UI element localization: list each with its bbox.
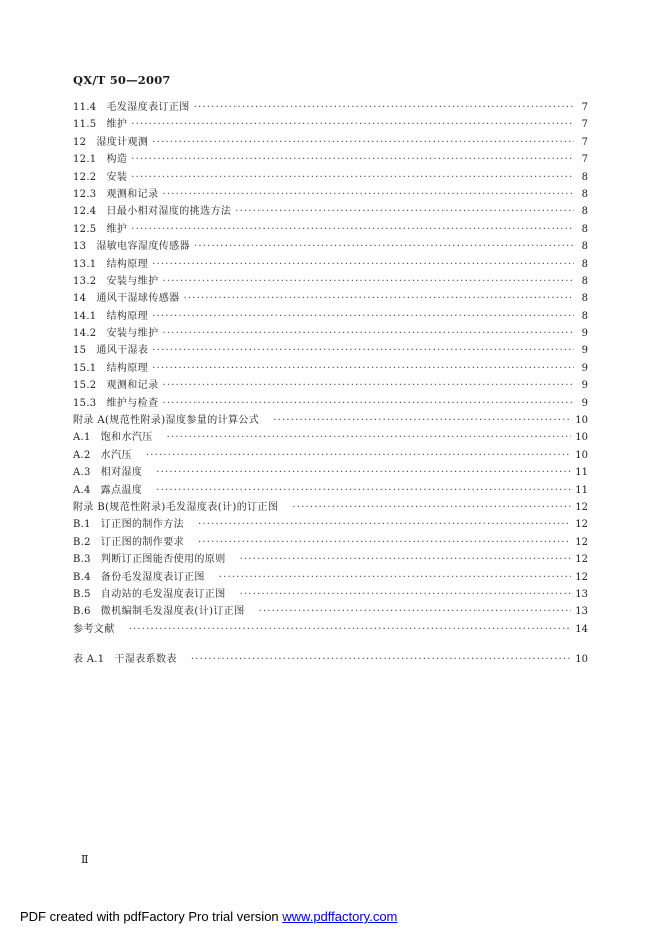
toc-leader-dots: [219, 569, 571, 586]
toc-leader-dots: [152, 256, 574, 273]
toc-entry-page: 12: [575, 536, 588, 548]
toc-leader-dots: [235, 203, 574, 220]
toc-entry-title: 露点温度: [100, 484, 143, 496]
toc-entry-title: 湿度计观测: [96, 136, 149, 148]
toc-entry-number: 12.5: [73, 223, 97, 235]
toc-entry-title: 毛发湿度表订正图: [106, 102, 190, 113]
toc-entry[interactable]: [73, 551, 588, 568]
toc-leader-dots: [198, 516, 571, 533]
toc-leader-dots: [131, 116, 574, 133]
toc-entry-title: 观测和记录: [106, 188, 159, 200]
toc-entry-number: 12.3: [73, 188, 97, 200]
toc-entry[interactable]: [73, 377, 588, 394]
toc-entry-page: 9: [581, 397, 588, 409]
toc-entry-title: 安装与维护: [106, 328, 159, 340]
toc-entry-page: 8: [581, 293, 588, 305]
toc-entry-title: 维护: [106, 223, 128, 235]
toc-entry-title: 附录 A(规范性附录)湿度参量的计算公式: [73, 415, 260, 427]
toc-entry-page: 9: [581, 345, 588, 357]
toc-entry-number: 14: [73, 293, 87, 305]
toc-entry-title: 通风干湿表: [96, 345, 149, 357]
toc-entry-page: 9: [581, 380, 588, 392]
toc-entry-title: 备份毛发湿度表订正图: [100, 571, 205, 583]
toc-entry-title: 结构原理: [106, 310, 149, 322]
toc-entry[interactable]: [73, 412, 588, 429]
toc-entry-page: 8: [581, 188, 588, 200]
toc-entry[interactable]: [73, 360, 588, 377]
toc-entry[interactable]: [73, 325, 588, 342]
toc-leader-dots: [129, 621, 572, 638]
pdf-banner: [20, 909, 397, 924]
toc-entry-page: 8: [581, 206, 588, 218]
toc-entry[interactable]: [73, 603, 588, 620]
toc-entry-number: B.4: [73, 571, 91, 583]
toc-entry-page: 11: [575, 484, 588, 496]
toc-entry-page: 12: [575, 519, 588, 531]
toc-entry-page: 10: [575, 654, 588, 666]
toc-leader-dots: [162, 325, 574, 342]
toc-entry-title: 判断订正图能否使用的原则: [100, 554, 226, 566]
toc-leader-dots: [194, 99, 574, 116]
toc-entry-page: 7: [581, 102, 588, 113]
toc-entry[interactable]: [73, 395, 588, 412]
toc-entry-page: 9: [581, 328, 588, 340]
toc-entry-number: 12: [73, 136, 87, 148]
toc-leader-dots: [292, 499, 571, 516]
toc-leader-dots: [194, 238, 574, 255]
toc-leader-dots: [131, 151, 574, 168]
toc-entry-number: B.2: [73, 536, 91, 548]
toc-entry[interactable]: [73, 238, 588, 255]
toc-leader-dots: [152, 308, 574, 325]
toc-entry[interactable]: [73, 308, 588, 325]
toc-leader-dots: [152, 360, 574, 377]
toc-entry-page: 10: [575, 432, 588, 444]
toc-leader-dots: [152, 342, 574, 359]
toc-entry-number: 15.1: [73, 362, 97, 374]
toc-entry[interactable]: [73, 203, 588, 220]
toc-entry-title: 干湿表系数表: [114, 654, 177, 666]
toc-entry-number: 15: [73, 345, 87, 357]
toc-leader-dots: [162, 395, 574, 412]
toc-entry-number: B.6: [73, 606, 91, 618]
toc-entry-title: 结构原理: [106, 362, 149, 374]
page-number: Ⅱ: [81, 853, 89, 866]
toc-entry-title: 维护与检查: [106, 397, 159, 409]
toc-entry[interactable]: [73, 464, 588, 481]
toc-leader-dots: [240, 586, 572, 603]
toc-entry-title: 通风干湿球传感器: [96, 293, 180, 305]
toc-entry-title: 构造: [106, 154, 128, 166]
toc-entry-number: 13.2: [73, 275, 97, 287]
toc-entry-page: 7: [581, 119, 588, 131]
toc-entry[interactable]: [73, 186, 588, 203]
toc-leader-dots: [198, 534, 571, 551]
toc-entry[interactable]: [73, 221, 588, 238]
toc-entry-title: 订正图的制作要求: [100, 536, 184, 548]
toc-entry-title: 自动站的毛发湿度表订正图: [100, 588, 226, 600]
toc-entry-title: 订正图的制作方法: [100, 519, 184, 531]
toc-entry-number: 表 A.1: [73, 654, 105, 666]
toc-entry-number: B.5: [73, 588, 91, 600]
toc-entry-number: 13.1: [73, 258, 97, 270]
toc-leader-dots: [167, 429, 572, 446]
toc-entry[interactable]: [73, 116, 588, 133]
toc-entry[interactable]: [73, 569, 588, 586]
toc-entry-number: A.4: [73, 484, 91, 496]
toc-entry[interactable]: [73, 429, 588, 446]
toc-entry-page: 13: [575, 588, 588, 600]
toc-entry-page: 13: [575, 606, 588, 618]
toc-entry[interactable]: [73, 499, 588, 516]
toc-entry-title: 维护: [106, 119, 128, 131]
toc-entry-number: 14.1: [73, 310, 97, 322]
toc-entry-title: 湿敏电容湿度传感器: [96, 241, 190, 253]
toc-entry-number: 12.1: [73, 154, 97, 166]
toc-entry-title: 饱和水汽压: [100, 432, 153, 444]
document-code-header: QX/T 50—2007: [73, 73, 171, 87]
toc-entry[interactable]: [73, 534, 588, 551]
toc-leader-dots: [156, 482, 571, 499]
toc-entry[interactable]: [73, 99, 588, 116]
toc-entry-title: 安装与维护: [106, 275, 159, 287]
banner-text: PDF created with pdfFactory Pro trial version: [20, 909, 283, 924]
toc-entry-number: 15.2: [73, 380, 97, 392]
toc-entry-number: 12.4: [73, 206, 97, 218]
toc-entry-title: 安装: [106, 171, 128, 183]
toc-entry-number: B.3: [73, 554, 91, 566]
toc-entry[interactable]: [73, 151, 588, 168]
banner-link[interactable]: www.pdffactory.com: [282, 909, 398, 924]
toc-entry-number: 11.5: [73, 119, 97, 131]
toc-entry-title: 附录 B(规范性附录)毛发湿度表(计)的订正图: [73, 501, 279, 513]
toc-entry[interactable]: [73, 621, 588, 638]
toc-entry[interactable]: [73, 134, 588, 151]
toc-entry[interactable]: [73, 169, 588, 186]
toc-entry-page: 7: [581, 154, 588, 166]
toc-entry-title: 日最小相对湿度的挑选方法: [106, 206, 232, 218]
toc-entry-page: 8: [581, 275, 588, 287]
toc-entry-title: 观测和记录: [106, 380, 159, 392]
toc-entry-title: 参考文献: [73, 623, 115, 635]
toc-leader-dots: [191, 651, 571, 668]
toc-leader-dots: [162, 273, 574, 290]
toc-leader-dots: [240, 551, 572, 568]
toc-entry-page: 8: [581, 223, 588, 235]
toc-entry-number: 13: [73, 241, 87, 253]
toc-leader-dots: [146, 447, 571, 464]
toc-entry-page: 7: [581, 136, 588, 148]
toc-entry-number: 14.2: [73, 328, 97, 340]
toc-entry[interactable]: [73, 586, 588, 603]
toc-entry[interactable]: [73, 273, 588, 290]
toc-entry-page: 12: [575, 554, 588, 566]
toc-entry-page: 12: [575, 501, 588, 513]
toc-entry-page: 12: [575, 571, 588, 583]
toc-entry[interactable]: [73, 342, 588, 359]
toc-entry[interactable]: [73, 482, 588, 499]
toc-entry-page: 10: [575, 415, 588, 427]
toc-leader-dots: [162, 377, 574, 394]
toc-entry-page: 9: [581, 362, 588, 374]
toc-leader-dots: [156, 464, 571, 481]
toc-leader-dots: [162, 186, 574, 203]
toc-entry-page: 10: [575, 449, 588, 461]
toc-entry[interactable]: [73, 651, 588, 668]
toc-entry[interactable]: [73, 290, 588, 307]
toc-entry-page: 8: [581, 241, 588, 253]
toc-entry[interactable]: [73, 516, 588, 533]
toc-entry-page: 14: [575, 623, 588, 635]
toc-entry-page: 8: [581, 310, 588, 322]
toc-entry-title: 相对湿度: [100, 467, 143, 479]
toc-entry-page: 11: [575, 467, 588, 479]
toc-leader-dots: [131, 221, 574, 238]
toc-leader-dots: [273, 412, 571, 429]
toc-entry-number: A.1: [73, 432, 91, 444]
toc-entry-number: 11.4: [73, 102, 97, 113]
toc-leader-dots: [152, 134, 574, 151]
toc-entry-number: A.2: [73, 449, 91, 461]
toc-entry-title: 水汽压: [100, 449, 132, 461]
toc-leader-dots: [131, 169, 574, 186]
toc-leader-dots: [184, 290, 574, 307]
toc-entry-number: 15.3: [73, 397, 97, 409]
toc-entry-page: 8: [581, 258, 588, 270]
toc-leader-dots: [259, 603, 572, 620]
table-of-contents: [73, 99, 588, 669]
toc-entry-number: 12.2: [73, 171, 97, 183]
toc-entry-number: B.1: [73, 519, 91, 531]
toc-entry-number: A.3: [73, 467, 91, 479]
toc-entry-title: 结构原理: [106, 258, 149, 270]
toc-entry-title: 微机编制毛发湿度表(计)订正图: [100, 606, 245, 618]
toc-entry[interactable]: [73, 447, 588, 464]
toc-entry[interactable]: [73, 256, 588, 273]
toc-entry-page: 8: [581, 171, 588, 183]
